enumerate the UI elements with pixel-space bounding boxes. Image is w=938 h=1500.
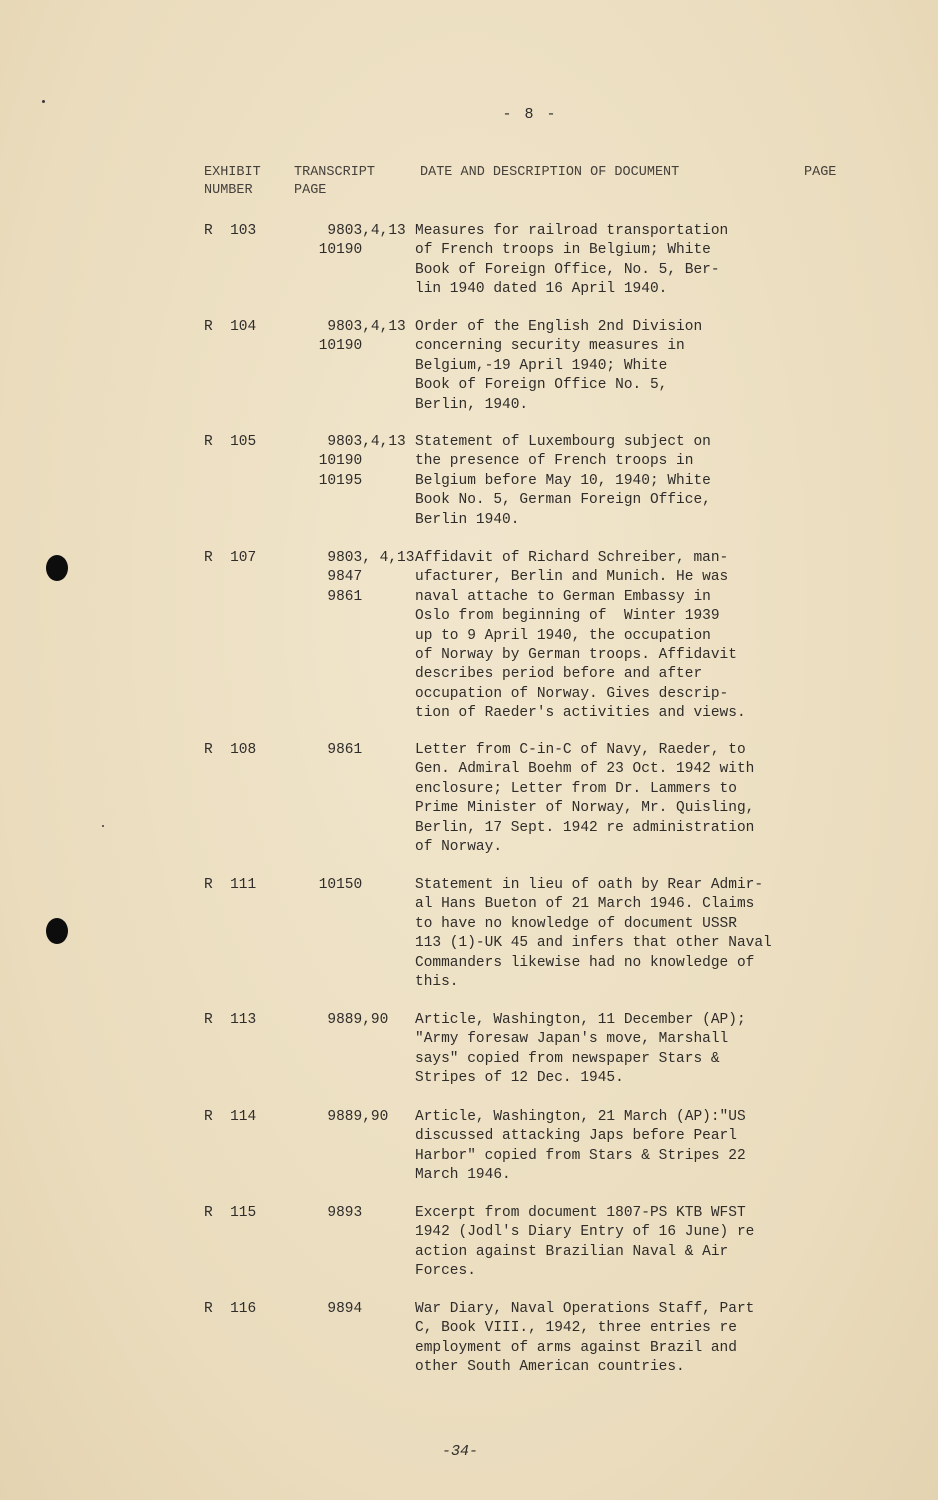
transcript-pages [310,741,362,760]
entry-description [415,222,825,300]
entry-description [415,1011,825,1089]
entry-description [415,433,825,530]
description-line: Berlin, 1940. [415,396,529,413]
description-line: action against Brazilian Naval & Air [415,1243,729,1260]
transcript-page: 9893 [310,1205,363,1221]
exhibit-number: R 105 [204,434,257,450]
description-line: Book of Foreign Office, No. 5, Ber- [415,261,720,278]
transcript-page: 9889,90 [310,1109,389,1125]
description-line: Berlin 1940. [415,511,520,528]
description-line: 113 (1)-UK 45 and infers that other Naval [415,935,772,952]
description-line: describes period before and after [415,666,703,683]
entry-description [415,741,825,857]
entry-description [415,1108,825,1186]
description-line: C, Book VIII., 1942, three entries re [415,1320,737,1337]
entry-description [415,1204,825,1282]
header-exhibit-number [204,164,261,200]
description-line: Statement in lieu of oath by Rear Admir- [415,877,764,893]
paper-speck [102,825,104,827]
description-line: Book of Foreign Office No. 5, [415,377,668,394]
description-line: concerning security measures in [415,338,685,355]
transcript-page: 9861 [310,588,363,605]
transcript-pages [310,1300,362,1319]
description-line: enclosure; Letter from Dr. Lammers to [415,780,737,797]
description-line: occupation of Norway. Gives descrip- [415,685,729,702]
transcript-page: 10150 [310,877,363,893]
description-line: Article, Washington, 11 December (AP); [415,1012,746,1028]
description-line: Measures for railroad transportation [415,223,729,239]
description-line: Prime Minister of Norway, Mr. Quisling, [415,800,755,817]
description-line: Article, Washington, 21 March (AP):"US [415,1109,746,1125]
description-line: this. [415,974,459,991]
description-line: Gen. Admiral Boehm of 23 Oct. 1942 with [415,761,755,778]
punch-hole [46,918,68,944]
transcript-pages [310,1108,388,1127]
description-line: Book No. 5, German Foreign Office, [415,492,711,509]
description-line: Forces. [415,1263,476,1280]
description-line: discussed attacking Japs before Pearl [415,1128,737,1145]
transcript-pages [310,549,414,607]
description-line: al Hans Bueton of 21 March 1946. Claims [415,896,755,913]
transcript-pages [310,433,406,491]
transcript-page: 10190 [310,338,363,355]
description-line: lin 1940 dated 16 April 1940. [415,281,668,298]
description-line: to have no knowledge of document USSR [415,915,737,932]
transcript-page: 9847 [310,569,363,586]
description-line: Stripes of 12 Dec. 1945. [415,1070,624,1087]
exhibit-number: R 115 [204,1205,257,1221]
transcript-pages [310,876,362,895]
description-line: of Norway. [415,839,503,856]
description-line: says" copied from newspaper Stars & [415,1050,720,1067]
entry-description [415,876,825,992]
description-line: other South American countries. [415,1359,685,1376]
description-line: Oslo from beginning of Winter 1939 [415,608,720,625]
description-line: the presence of French troops in [415,453,694,470]
exhibit-number: R 103 [204,223,257,239]
paper-speck [42,100,45,103]
description-line: Excerpt from document 1807-PS KTB WFST [415,1205,746,1221]
description-line: War Diary, Naval Operations Staff, Part [415,1301,755,1317]
transcript-page: 9894 [310,1301,363,1317]
exhibit-number: R 108 [204,742,257,758]
description-line: ufacturer, Berlin and Munich. He was [415,569,729,586]
entry-description [415,318,825,415]
header-description: DATE AND DESCRIPTION OF DOCUMENT [420,165,680,180]
transcript-page: 9803, 4,13 [310,550,415,566]
description-line: Commanders likewise had no knowledge of [415,954,755,971]
transcript-page: 10195 [310,472,363,489]
transcript-page: 10190 [310,453,363,470]
exhibit-number: R 104 [204,319,257,335]
description-line: Belgium before May 10, 1940; White [415,472,711,489]
transcript-page: 10190 [310,242,363,259]
punch-hole [46,555,68,581]
description-line: of Norway by German troops. Affidavit [415,647,737,664]
entry-description [415,1300,825,1378]
header-transcript-line-1: TRANSCRIPT [294,165,376,180]
description-line: tion of Raeder's activities and views. [415,705,746,722]
description-line: Belgium,-19 April 1940; White [415,357,668,374]
header-transcript-page [294,164,375,200]
description-line: Order of the English 2nd Division [415,319,703,335]
entry-description [415,549,825,724]
description-line: March 1946. [415,1167,511,1184]
transcript-page: 9803,4,13 [310,319,406,335]
description-line: employment of arms against Brazil and [415,1339,737,1356]
page-number: - 8 - [502,106,558,123]
transcript-pages [310,318,406,357]
header-page: PAGE [804,165,837,180]
transcript-pages [310,222,406,261]
transcript-page: 9803,4,13 [310,223,406,239]
description-line: of French troops in Belgium; White [415,242,711,259]
exhibit-number: R 113 [204,1012,257,1028]
exhibit-number: R 114 [204,1109,257,1125]
transcript-pages [310,1204,362,1223]
description-line: "Army foresaw Japan's move, Marshall [415,1031,729,1048]
exhibit-number: R 107 [204,550,257,566]
exhibit-number: R 111 [204,877,257,893]
description-line: Harbor" copied from Stars & Stripes 22 [415,1147,746,1164]
transcript-page: 9861 [310,742,363,758]
description-line: Letter from C-in-C of Navy, Raeder, to [415,742,746,758]
description-line: Berlin, 17 Sept. 1942 re administration [415,819,755,836]
exhibit-number: R 116 [204,1301,257,1317]
transcript-pages [310,1011,388,1030]
transcript-page: 9889,90 [310,1012,389,1028]
page-footer-number: -34- [442,1443,479,1460]
description-line: Affidavit of Richard Schreiber, man- [415,550,729,566]
description-line: naval attache to German Embassy in [415,588,711,605]
header-transcript-line-2: PAGE [294,183,327,198]
description-line: Statement of Luxembourg subject on [415,434,711,450]
description-line: 1942 (Jodl's Diary Entry of 16 June) re [415,1224,755,1241]
header-exhibit-line-1: EXHIBIT [204,165,261,180]
transcript-page: 9803,4,13 [310,434,406,450]
header-exhibit-line-2: NUMBER [204,183,253,198]
description-line: up to 9 April 1940, the occupation [415,627,711,644]
